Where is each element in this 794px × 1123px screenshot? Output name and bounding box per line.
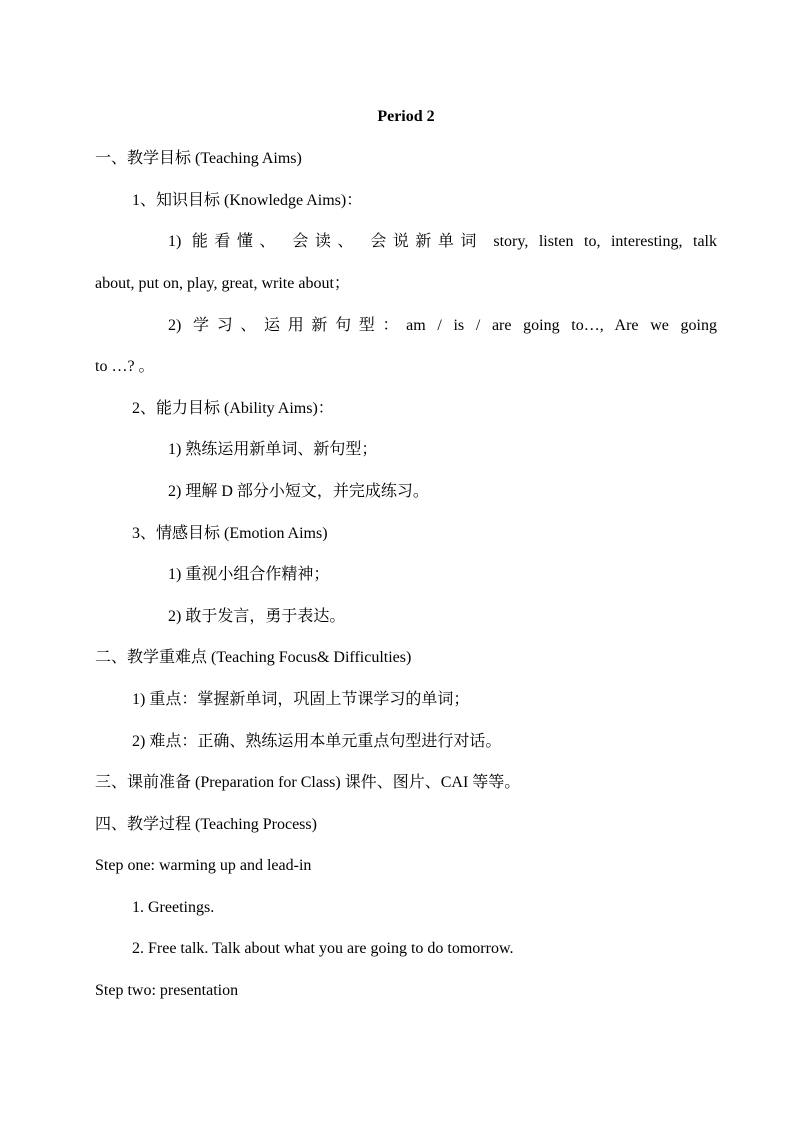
focus-item-1: 1) 重点：掌握新单词，巩固上节课学习的单词；: [132, 691, 470, 708]
ability-item-2: 2) 理解 D 部分小短文，并完成练习。: [168, 483, 429, 500]
emotion-item-2: 2) 敢于发言，勇于表达。: [168, 608, 346, 625]
subheading-knowledge-aims: 1、知识目标 (Knowledge Aims)：: [132, 192, 363, 209]
step-one-item-2: 2. Free talk. Talk about what you are going to do tomorrow.: [132, 940, 514, 957]
section-heading-teaching-process: 四、教学过程 (Teaching Process): [95, 816, 317, 833]
step-two-heading: Step two: presentation: [95, 982, 239, 999]
ability-item-1: 1) 熟练运用新单词、新句型；: [168, 441, 378, 458]
subheading-emotion-aims: 3、情感目标 (Emotion Aims): [132, 525, 328, 542]
knowledge-item-2-line-2: to …? 。: [95, 358, 155, 375]
step-one-item-1: 1. Greetings.: [132, 899, 215, 916]
knowledge-item-1-line-2: about, put on, play, great, write about；: [95, 275, 350, 292]
emotion-item-1: 1) 重视小组合作精神；: [168, 566, 330, 583]
focus-item-2: 2) 难点：正确、熟练运用本单元重点句型进行对话。: [132, 733, 502, 750]
section-heading-preparation: 三、课前准备 (Preparation for Class) 课件、图片、CAI 等等。: [95, 774, 521, 791]
section-heading-teaching-aims: 一、教学目标 (Teaching Aims): [95, 150, 302, 167]
step-one-heading: Step one: warming up and lead-in: [95, 857, 312, 874]
knowledge-item-1-line-1: 1) 能看懂、 会读、 会说新单词 story, listen to, interesting, talk: [168, 233, 717, 250]
page-title: Period 2: [377, 108, 435, 125]
knowledge-item-2-line-1: 2) 学习、运用新句型：am / is / are going to…, Are we going: [168, 317, 717, 334]
section-heading-focus-difficulties: 二、教学重难点 (Teaching Focus& Difficulties): [95, 649, 412, 666]
subheading-ability-aims: 2、能力目标 (Ability Aims)：: [132, 400, 334, 417]
